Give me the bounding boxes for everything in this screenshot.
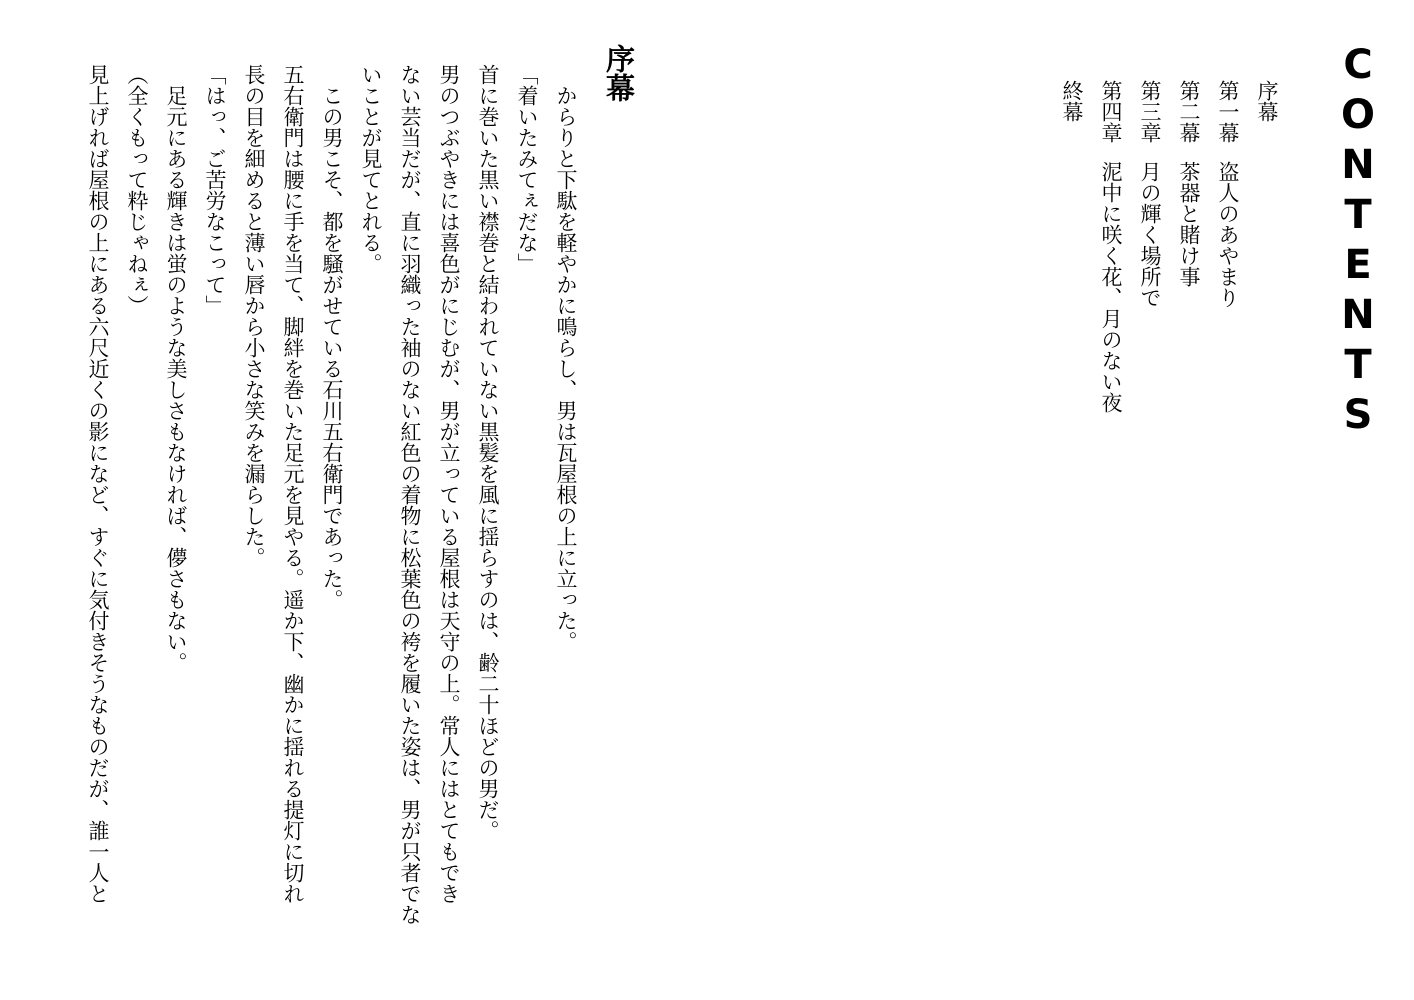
- toc-item-title: 月の輝く場所で: [1138, 161, 1162, 308]
- story-line: 首に巻いた黒い襟巻と結われていない黒髪を風に揺らすのは、齢二十ほどの男だ。: [476, 64, 500, 841]
- toc-item[interactable]: [1169, 80, 1208, 413]
- toc-item-number: 第四章: [1099, 80, 1123, 143]
- toc-item[interactable]: [1052, 80, 1091, 413]
- story-line: ない芸当だが、直に羽織った袖のない紅色の着物に松葉色の袴を履いた姿は、男が只者でな: [398, 64, 422, 925]
- toc-item-number: 序幕: [1255, 80, 1279, 122]
- story-line: 見上げれば屋根の上にある六尺近くの影になど、すぐに気付きそうなものだが、誰一人と: [86, 64, 110, 904]
- story-line: 「着いたみてぇだな」: [515, 64, 539, 274]
- story-line: 足元にある輝きは蛍のような美しさもなければ、儚さもない。: [164, 85, 188, 673]
- toc-item-title: 盗人のあやまり: [1216, 161, 1240, 308]
- toc-item-title: 茶器と賭け事: [1177, 161, 1201, 287]
- story-line: からりと下駄を軽やかに鳴らし、男は瓦屋根の上に立った。: [554, 85, 578, 652]
- toc-item[interactable]: [1247, 80, 1286, 413]
- story-line: いことが見てとれる。: [359, 64, 383, 274]
- toc-item[interactable]: [1208, 80, 1247, 413]
- story-line: 「はっ、ご苦労なこって」: [203, 64, 227, 316]
- toc-item[interactable]: [1130, 80, 1169, 413]
- toc-item-number: 第三章: [1138, 80, 1162, 143]
- toc-item-number: 第一幕: [1216, 80, 1240, 143]
- story-line: この男こそ、都を騒がせている石川五右衛門であった。: [320, 85, 344, 610]
- table-of-contents: [1052, 80, 1286, 413]
- toc-item-number: 第二幕: [1177, 80, 1201, 143]
- story-body: [78, 44, 585, 974]
- story-section: [78, 44, 638, 974]
- contents-heading: CONTENTS: [1335, 42, 1381, 442]
- story-line: 男のつぶやきには喜色がにじむが、男が立っている屋根は天守の上。常人にはとてもでき: [437, 64, 461, 904]
- story-line: 五右衛門は腰に手を当て、脚絆を巻いた足元を見やる。遥か下、幽かに揺れる提灯に切れ: [281, 64, 305, 904]
- story-line: （全くもって粋じゃねぇ）: [125, 64, 149, 316]
- toc-item[interactable]: [1091, 80, 1130, 413]
- story-title: 序幕: [602, 44, 636, 102]
- toc-item-number: 終幕: [1060, 80, 1084, 122]
- story-line: 長の目を細めると薄い唇から小さな笑みを漏らした。: [242, 64, 266, 568]
- toc-item-title: 泥中に咲く花、月のない夜: [1099, 161, 1123, 413]
